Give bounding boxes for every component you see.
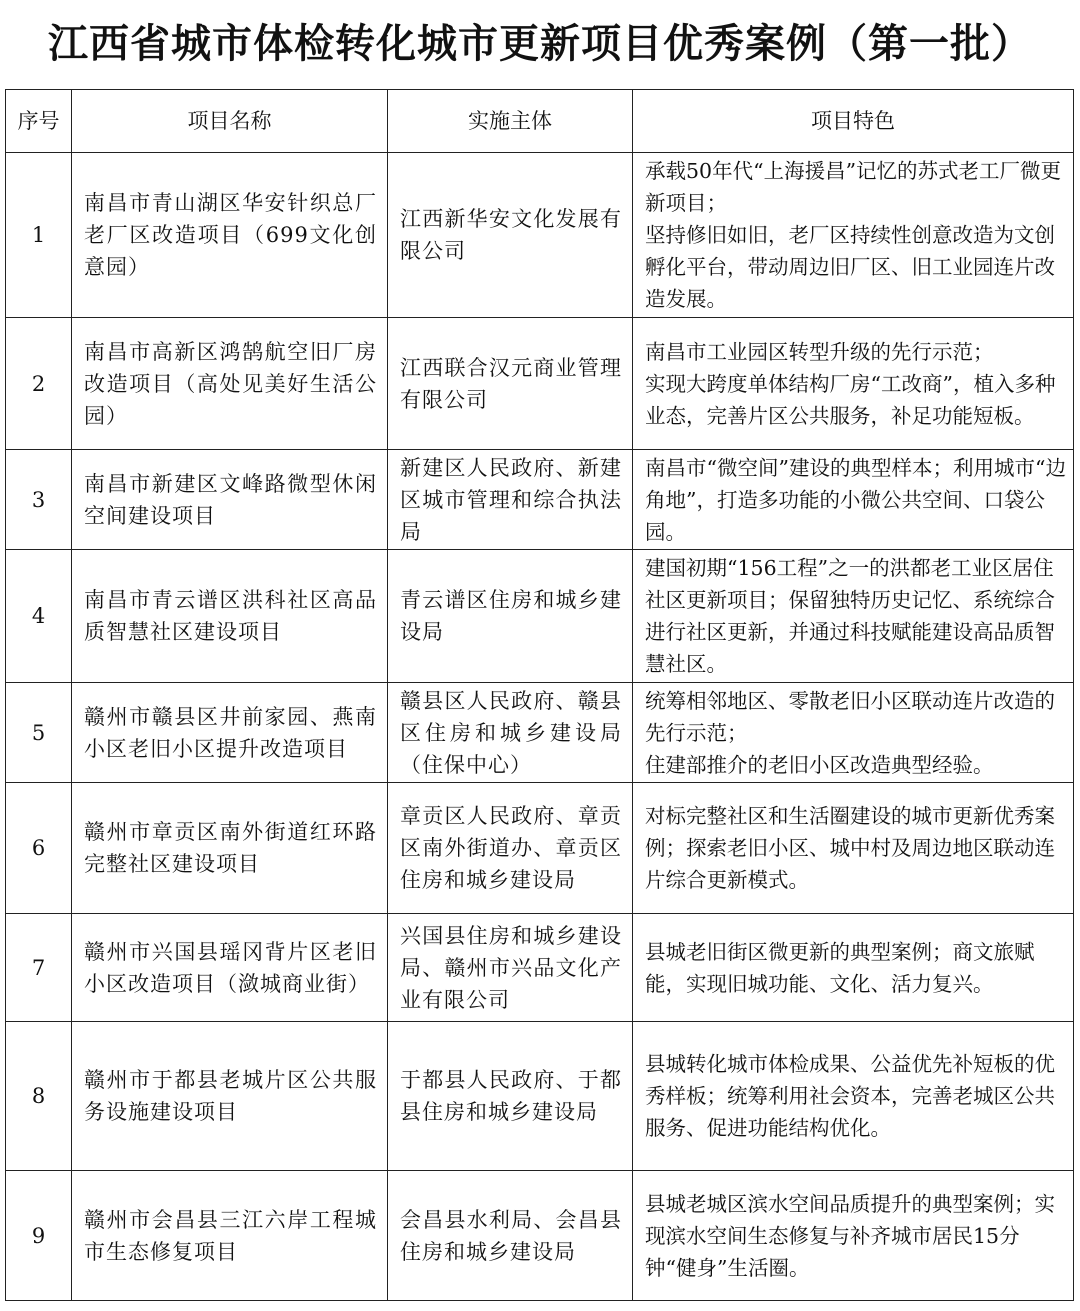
row-no: 3 (6, 450, 72, 550)
feature-line: 县城老城区滨水空间品质提升的典型案例；实现滨水空间生态修复与补齐城市居民15分钟“健身”生活圈。 (645, 1191, 1055, 1280)
row-entity: 新建区人民政府、新建区城市管理和综合执法局 (388, 450, 633, 550)
feature-line: 统筹相邻地区、零散老旧小区联动连片改造的先行示范； (645, 688, 1055, 745)
row-features (633, 550, 1074, 683)
feature-line: 坚持修旧如旧，老厂区持续性创意改造为文创孵化平台，带动周边旧厂区、旧工业园连片改造发展。 (645, 223, 1055, 311)
row-no: 5 (6, 683, 72, 783)
row-entity: 江西联合汉元商业管理有限公司 (388, 318, 633, 450)
table-row (6, 914, 1074, 1022)
row-project-name: 南昌市青山湖区华安针织总厂老厂区改造项目（699文化创意园） (72, 153, 388, 318)
feature-line: 县城转化城市体检成果、公益优先补短板的优秀样板；统筹利用社会资本，完善老城区公共服务、促进功能结构优化。 (645, 1052, 1055, 1140)
table-row (6, 783, 1074, 914)
feature-line: 对标完整社区和生活圈建设的城市更新优秀案例；探索老旧小区、城中村及周边地区联动连片综合更新模式。 (645, 804, 1055, 892)
row-no: 9 (6, 1171, 72, 1301)
row-no: 1 (6, 153, 72, 318)
row-project-name: 赣州市兴国县瑶冈背片区老旧小区改造项目（潋城商业街） (72, 914, 388, 1022)
row-project-name: 赣州市章贡区南外街道红环路完整社区建设项目 (72, 783, 388, 914)
row-entity: 于都县人民政府、于都县住房和城乡建设局 (388, 1022, 633, 1171)
row-entity: 青云谱区住房和城乡建设局 (388, 550, 633, 683)
table-row (6, 318, 1074, 450)
row-features (633, 783, 1074, 914)
row-entity: 章贡区人民政府、章贡区南外街道办、章贡区住房和城乡建设局 (388, 783, 633, 914)
page-title: 江西省城市体检转化城市更新项目优秀案例（第一批） (48, 21, 1032, 67)
header-no: 序号 (6, 90, 72, 153)
cases-table (5, 89, 1074, 1301)
row-project-name: 南昌市高新区鸿鹄航空旧厂房改造项目（高处见美好生活公园） (72, 318, 388, 450)
table-row (6, 550, 1074, 683)
row-features (633, 1022, 1074, 1171)
feature-line: 承载50年代“上海援昌”记忆的苏式老工厂微更新项目； (645, 159, 1062, 215)
feature-line: 实现大跨度单体结构厂房“工改商”，植入多种业态，完善片区公共服务，补足功能短板。 (645, 371, 1056, 428)
row-features (633, 1171, 1074, 1301)
feature-line: 住建部推介的老旧小区改造典型经验。 (645, 752, 994, 777)
row-entity: 兴国县住房和城乡建设局、赣州市兴品文化产业有限公司 (388, 914, 633, 1022)
table-row (6, 153, 1074, 318)
row-no: 8 (6, 1022, 72, 1171)
row-no: 4 (6, 550, 72, 683)
feature-line: 南昌市工业园区转型升级的先行示范； (645, 339, 994, 364)
header-features: 项目特色 (633, 90, 1074, 153)
row-features (633, 914, 1074, 1022)
row-project-name: 赣州市于都县老城片区公共服务设施建设项目 (72, 1022, 388, 1171)
row-no: 7 (6, 914, 72, 1022)
header-entity: 实施主体 (388, 90, 633, 153)
row-features (633, 683, 1074, 783)
table-row (6, 683, 1074, 783)
row-project-name: 南昌市新建区文峰路微型休闲空间建设项目 (72, 450, 388, 550)
row-entity: 江西新华安文化发展有限公司 (388, 153, 633, 318)
row-project-name: 南昌市青云谱区洪科社区高品质智慧社区建设项目 (72, 550, 388, 683)
row-entity: 赣县区人民政府、赣县区住房和城乡建设局（住保中心） (388, 683, 633, 783)
table-header-row (6, 90, 1074, 153)
row-features (633, 153, 1074, 318)
header-name: 项目名称 (72, 90, 388, 153)
feature-line: 南昌市“微空间”建设的典型样本；利用城市“边角地”，打造多功能的小微公共空间、口袋公园。 (645, 455, 1066, 544)
row-no: 2 (6, 318, 72, 450)
row-no: 6 (6, 783, 72, 914)
table-row (6, 450, 1074, 550)
table-row (6, 1171, 1074, 1301)
row-features (633, 450, 1074, 550)
row-entity: 会昌县水利局、会昌县住房和城乡建设局 (388, 1171, 633, 1301)
feature-line: 建国初期“156工程”之一的洪都老工业区居住社区更新项目；保留独特历史记忆、系统综合进行社区更新，并通过科技赋能建设高品质智慧社区。 (645, 556, 1055, 676)
row-features (633, 318, 1074, 450)
feature-line: 县城老旧街区微更新的典型案例；商文旅赋能，实现旧城功能、文化、活力复兴。 (645, 939, 1035, 996)
row-project-name: 赣州市赣县区井前家园、燕南小区老旧小区提升改造项目 (72, 683, 388, 783)
row-project-name: 赣州市会昌县三江六岸工程城市生态修复项目 (72, 1171, 388, 1301)
table-row (6, 1022, 1074, 1171)
